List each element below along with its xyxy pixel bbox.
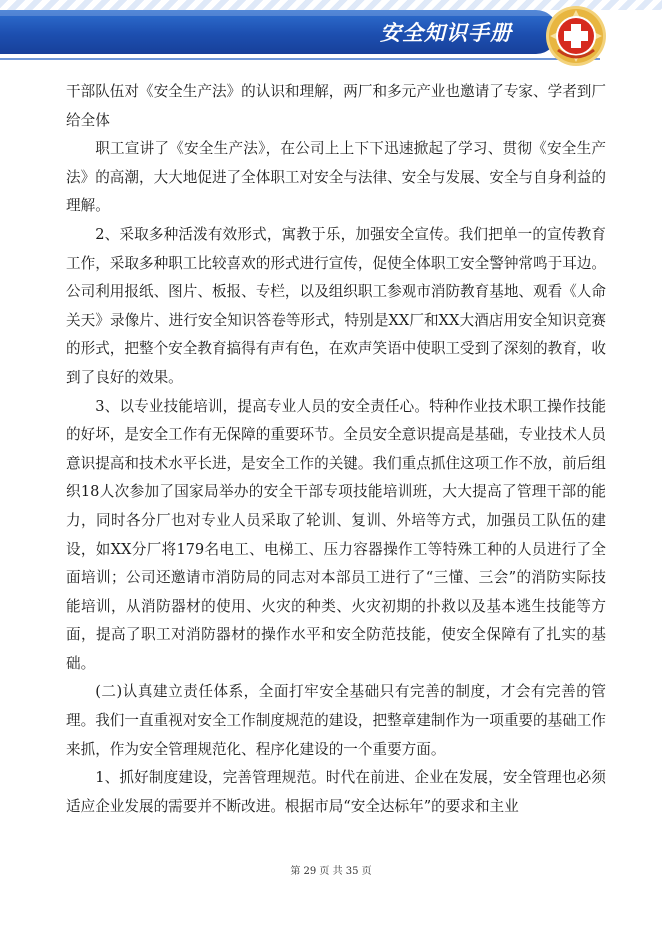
page-header [0,0,662,78]
paragraph: 职工宣讲了《安全生产法》，在公司上上下下迅速掀起了学习、贯彻《安全生产法》的高潮，大大地促进了全体职工对安全与法律、安全与发展、安全与自身利益的理解。 [66,140,606,215]
paragraph-continued: 干部队伍对《安全生产法》的认识和理解，两厂和多元产业也邀请了专家、学者到厂给全体 [66,83,606,129]
paragraph: 3、以专业技能培训，提高专业人员的安全责任心。特种作业技术职工操作技能的好坏，是安全工作有无保障的重要环节。全员安全意识提高是基础，专业技术人员意识提高和技术水平长进，是安全工作的关键。我们重点抓住这项工作不放，前后组织18人次参加了国家局举办的安全干部专项技能培训班，大大提高了管理干部的能力，同时各分厂也对专业人员采取了轮训、复训、外培等方式，加强员工队伍的建设，如XX分厂将179名电工、电梯工、压力容器操作工等特殊工种的人员进行了全面培训；公司还邀请市消防局的同志对本部员工进行了“三懂、三会”的消防实际技能培训，从消防器材的使用、火灾的种类、火灾初期的扑救以及基本逃生技能等方面，提高了职工对消防器材的操作水平和安全防范技能，使安全保障有了扎实的基础。 [66,397,606,672]
paragraph: (二)认真建立责任体系，全面打牢安全基础只有完善的制度，才会有完善的管理。我们一直重视对安全工作制度规范的建设，把整章建制作为一项重要的基础工作来抓，作为安全管理规范化、程序化建设的一个重要方面。 [66,683,606,758]
header-divider [0,58,600,60]
header-title: 安全知识手册 [380,21,512,45]
document-body [66,78,606,821]
paragraph: 2、采取多种活泼有效形式，寓教于乐，加强安全宣传。我们把单一的宣传教育工作，采取多种职工比较喜欢的形式进行宣传，促使全体职工安全警钟常鸣于耳边。公司利用报纸、图片、板报、专栏，以及组织职工参观市消防教育基地、观看《人命关天》录像片、进行安全知识答卷等形式，特别是XX厂和XX大酒店用安全知识竞赛的形式，把整个安全教育搞得有声有色，在欢声笑语中使职工受到了深刻的教育，收到了良好的效果。 [66,225,606,386]
page-number: 第 29 页 共 35 页 [290,866,372,877]
paragraph: 1、抓好制度建设，完善管理规范。时代在前进、企业在发展，安全管理也必须适应企业发展的需要并不断改进。根据市局“安全达标年”的要求和主业 [66,769,606,815]
red-cross-safety-emblem-icon [544,4,608,68]
